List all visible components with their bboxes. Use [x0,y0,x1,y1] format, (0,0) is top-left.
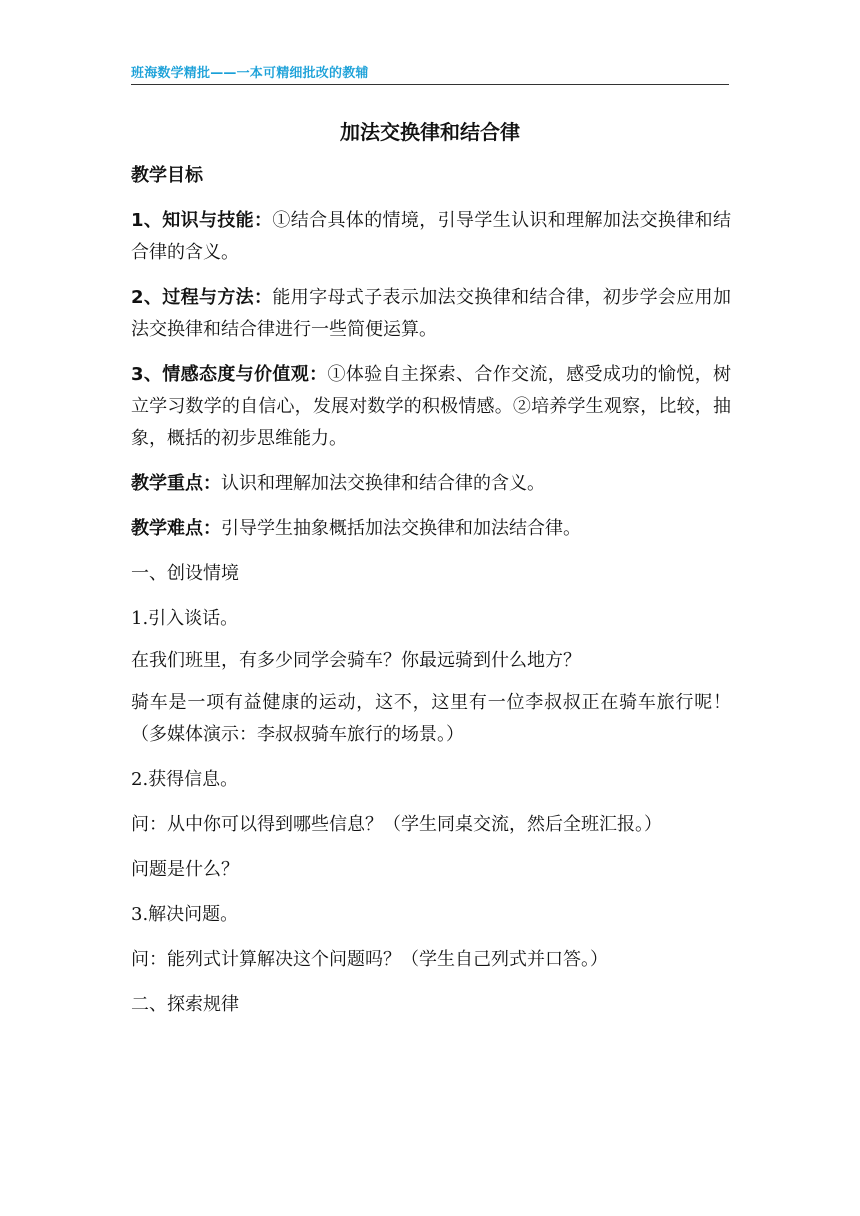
objective-2-label: 2、过程与方法： [131,287,273,308]
difficulty-text: 引导学生抽象概括加法交换律和加法结合律。 [221,518,581,539]
step2-line2: 问题是什么？ [131,859,239,880]
objective-2 [131,282,731,346]
key-point-text: 认识和理解加法交换律和结合律的含义。 [221,473,545,494]
objective-1-label: 1、知识与技能： [131,210,273,231]
objective-3 [131,359,731,455]
step2-heading: 2.获得信息。 [131,769,239,790]
step1-heading: 1.引入谈话。 [131,608,239,629]
objective-1 [131,205,731,269]
difficulty [131,513,731,545]
step1-line2: 骑车是一项有益健康的运动，这不，这里有一位李叔叔正在骑车旅行呢！（多媒体演示：李叔叔骑车旅行的场景。） [131,692,731,745]
step3-heading: 3.解决问题。 [131,904,239,925]
document-title: 加法交换律和结合律 [340,120,520,144]
key-point-label: 教学重点： [131,473,221,494]
objective-1-text: ①结合具体的情境，引导学生认识和理解加法交换律和结合律的含义。 [131,210,732,263]
step1-line1: 在我们班里，有多少同学会骑车？你最远骑到什么地方？ [131,650,581,671]
objective-2-text: 能用字母式子表示加法交换律和结合律，初步学会应用加法交换律和结合律进行一些简便运算。 [131,287,732,340]
difficulty-label: 教学难点： [131,518,221,539]
key-point [131,468,731,500]
objective-3-text: ①体验自主探索、合作交流，感受成功的愉悦，树立学习数学的自信心，发展对数学的积极情感。②培养学生观察，比较，抽象，概括的初步思维能力。 [131,364,731,449]
section1-heading: 一、创设情境 [131,563,239,584]
document-body [131,160,731,1034]
objective-3-label: 3、情感态度与价值观： [131,364,328,385]
objectives-heading: 教学目标 [131,165,203,186]
step3-line1: 问：能列式计算解决这个问题吗？（学生自己列式并口答。） [131,949,608,970]
header-divider [131,84,729,85]
step2-line1: 问：从中你可以得到哪些信息？（学生同桌交流，然后全班汇报。） [131,814,662,835]
header-text: 班海数学精批——一本可精细批改的教辅 [131,66,369,81]
section2-heading: 二、探索规律 [131,994,239,1015]
